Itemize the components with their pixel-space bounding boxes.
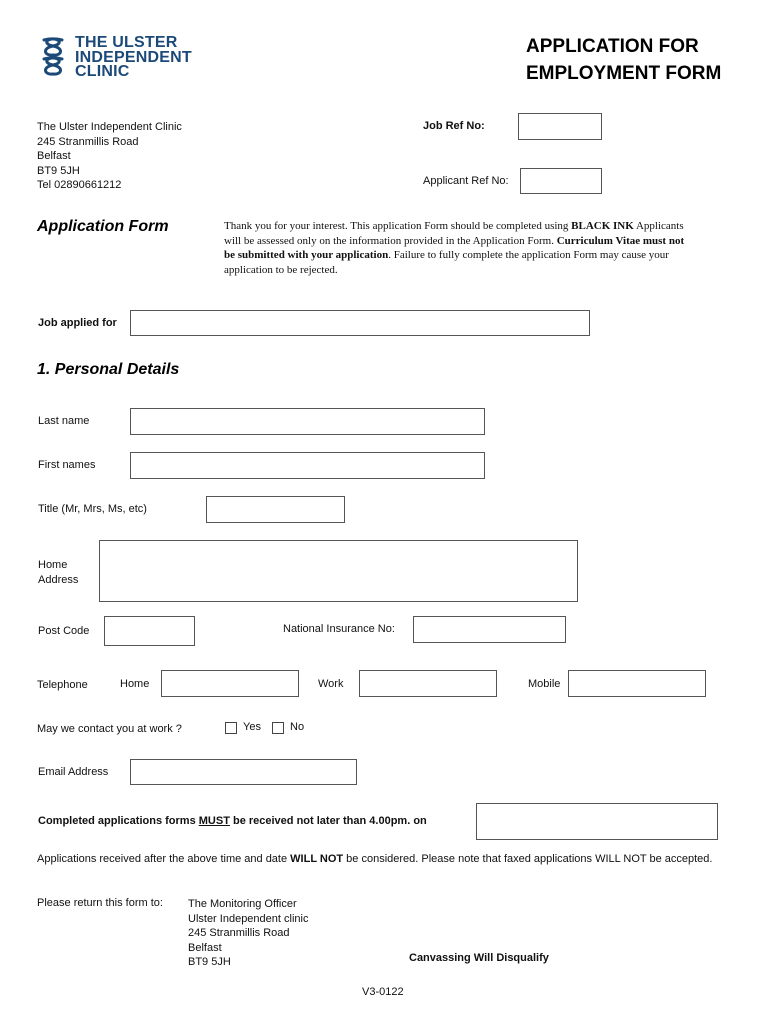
return-label: Please return this form to: <box>37 897 163 909</box>
intro-text-2: Applicants will be assessed only on the information provided in the Application Form. <box>224 220 684 247</box>
first-names-field[interactable] <box>130 452 485 479</box>
telephone-label: Telephone <box>37 679 88 691</box>
form-title-line-2: EMPLOYMENT FORM <box>526 63 722 84</box>
clinic-postcode: BT9 5JH <box>37 164 80 177</box>
late-note-text-1: Applications received after the above time and date <box>37 853 291 865</box>
intro-bold-cv: Curriculum Vitae must not be submitted with your application <box>224 234 685 261</box>
late-note-will-not: WILL NOT <box>290 853 344 865</box>
logo-line-2: INDEPENDENT <box>75 48 192 66</box>
tel-work-label: Work <box>318 678 344 690</box>
tel-work-field[interactable] <box>359 670 497 697</box>
home-address-label <box>38 558 78 587</box>
return-line-2: Ulster Independent clinic <box>188 912 309 925</box>
job-applied-label: Job applied for <box>38 317 117 329</box>
email-field[interactable] <box>130 759 357 785</box>
tel-mobile-label: Mobile <box>528 678 561 690</box>
form-title-line-1: APPLICATION FOR <box>526 36 699 57</box>
home-address-label-line-2: Address <box>38 573 79 586</box>
first-names-label: First names <box>38 459 96 471</box>
return-line-5: BT9 5JH <box>188 956 231 968</box>
contact-no-checkbox[interactable] <box>272 722 284 734</box>
applicant-ref-label: Applicant Ref No: <box>423 175 509 187</box>
last-name-field[interactable] <box>130 408 485 435</box>
clinic-street: 245 Stranmillis Road <box>37 135 139 148</box>
title-field[interactable] <box>206 496 345 523</box>
job-ref-field[interactable] <box>518 113 602 140</box>
job-applied-field[interactable] <box>130 310 590 336</box>
return-line-3: 245 Stranmillis Road <box>188 927 290 939</box>
home-address-field[interactable] <box>99 540 578 602</box>
intro-text-1: Thank you for your interest. This application Form should be completed using <box>224 220 572 232</box>
last-name-label: Last name <box>38 415 90 427</box>
contact-no-label: No <box>290 721 305 733</box>
intro-bold-black-ink: BLACK INK <box>571 220 634 232</box>
application-form-heading: Application Form <box>37 218 169 235</box>
intro-text-3: . Failure to fully complete the application Form may cause your application to be rejected. <box>224 249 669 276</box>
form-title <box>526 33 721 87</box>
deadline-date-field[interactable] <box>476 803 718 840</box>
canvassing-warning: Canvassing Will Disqualify <box>409 952 549 964</box>
title-label: Title (Mr, Mrs, Ms, etc) <box>38 503 147 515</box>
deadline-statement <box>38 815 427 827</box>
late-applications-note <box>37 852 737 867</box>
post-code-label: Post Code <box>38 625 90 637</box>
contact-yes-checkbox[interactable] <box>225 722 237 734</box>
clinic-spiral-logo-icon <box>38 34 68 80</box>
logo-line-3: CLINIC <box>75 63 130 80</box>
tel-mobile-field[interactable] <box>568 670 706 697</box>
tel-home-label: Home <box>120 678 150 690</box>
clinic-name: The Ulster Independent Clinic <box>37 121 182 133</box>
clinic-tel: Tel 02890661212 <box>37 179 122 191</box>
ni-label: National Insurance No: <box>283 623 395 635</box>
return-line-4: Belfast <box>188 941 222 954</box>
job-ref-label: Job Ref No: <box>423 120 485 132</box>
late-note-text-2: be considered. Please note that faxed applications WILL NOT be accepted. <box>343 853 713 865</box>
return-line-1: The Monitoring Officer <box>188 898 297 910</box>
contact-at-work-label: May we contact you at work ? <box>37 723 182 735</box>
return-address <box>188 897 308 970</box>
post-code-field[interactable] <box>104 616 195 646</box>
deadline-text-before: Completed applications forms <box>38 815 199 827</box>
clinic-logo-text <box>75 36 192 80</box>
home-address-label-line-1: Home <box>38 559 68 571</box>
deadline-must: MUST <box>198 815 230 827</box>
email-label: Email Address <box>38 766 109 778</box>
clinic-address <box>37 120 182 193</box>
version-code: V3-0122 <box>362 986 404 998</box>
applicant-ref-field[interactable] <box>520 168 602 194</box>
ni-field[interactable] <box>413 616 566 643</box>
intro-paragraph <box>224 219 694 277</box>
contact-yes-label: Yes <box>243 721 261 733</box>
deadline-text-after: be received not later than 4.00pm. on <box>229 815 427 827</box>
personal-details-heading: 1. Personal Details <box>37 361 180 378</box>
logo-line-1: THE ULSTER <box>75 34 178 51</box>
clinic-city: Belfast <box>37 150 71 162</box>
tel-home-field[interactable] <box>161 670 299 697</box>
